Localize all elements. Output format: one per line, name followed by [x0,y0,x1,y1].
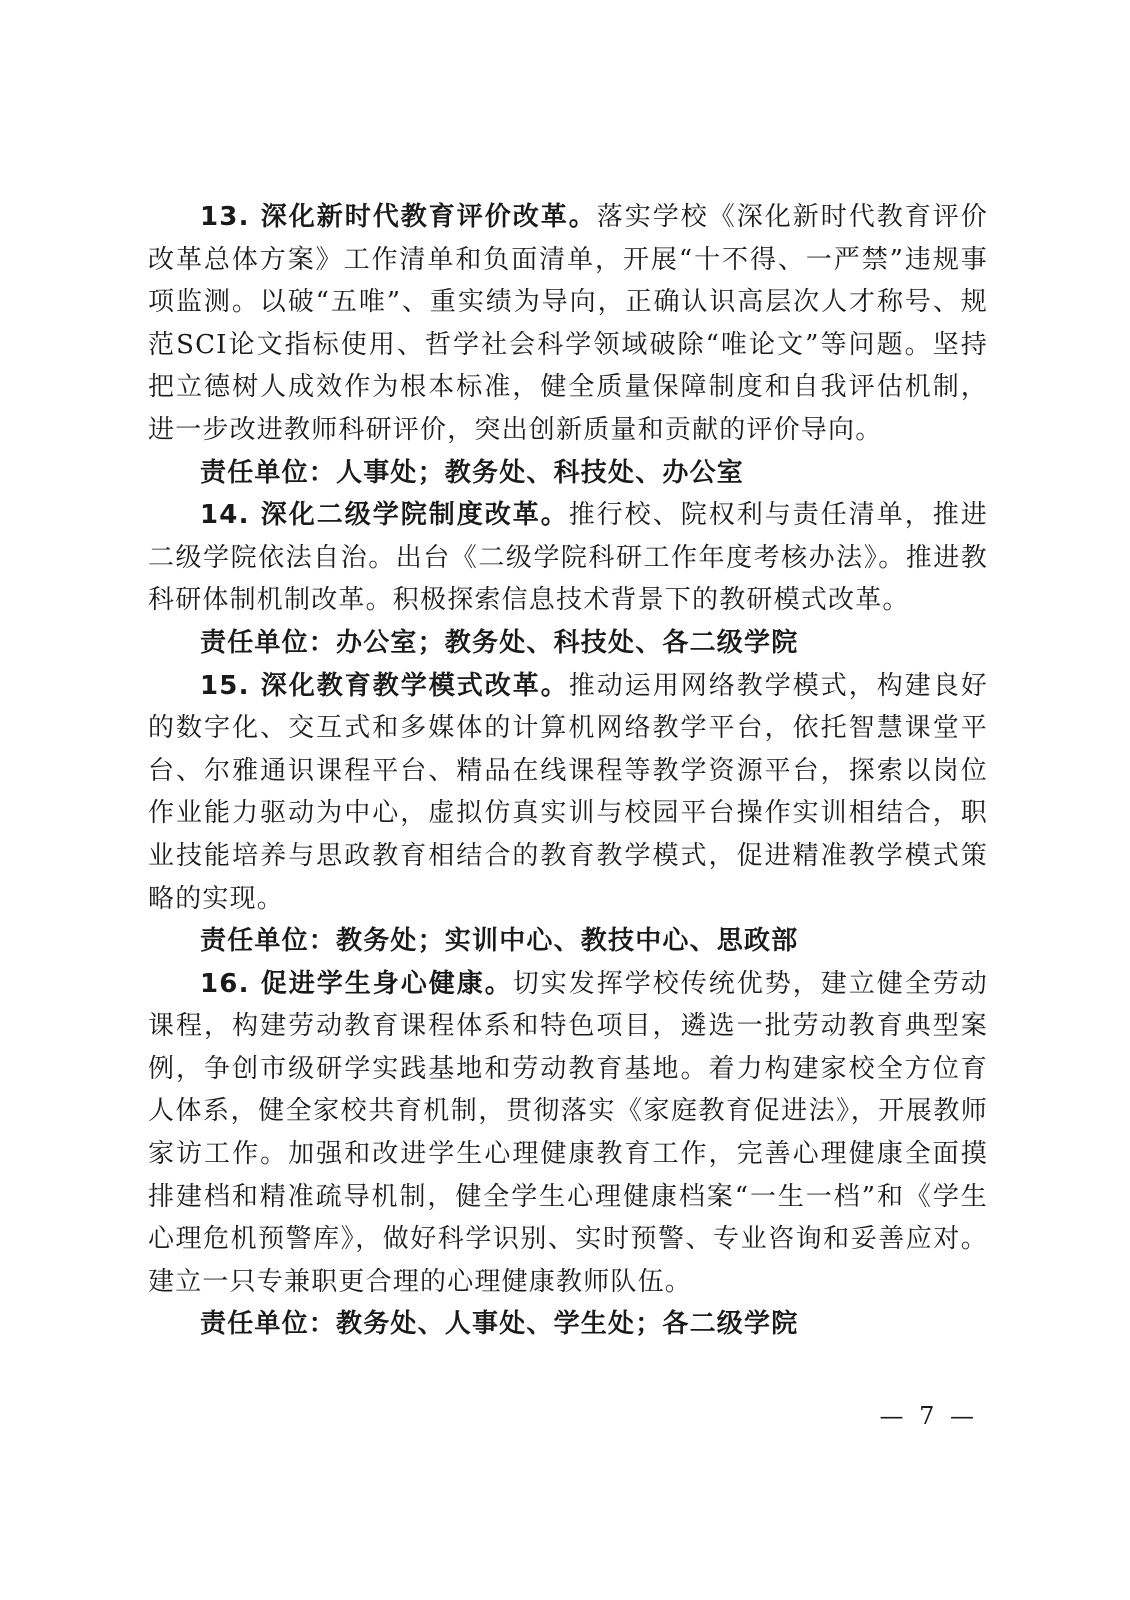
section-16-heading: 16. 促进学生身心健康。 [200,968,513,999]
section-16-paragraph [148,963,988,1304]
section-14-responsibility: 责任单位：办公室；教务处、科技处、各二级学院 [200,627,799,658]
section-13-heading: 13. 深化新时代教育评价改革。 [200,202,597,232]
section-16-responsibility: 责任单位：教务处、人事处、学生处；各二级学院 [200,1309,799,1340]
section-15-body: 推动运用网络教学模式，构建良好的数字化、交互式和多媒体的计算机网络教学平台，依托智慧课堂平台、尔雅通识课程平台、精品在线课程等教学资源平台，探索以岗位作业能力驱动为中心，虚拟仿真实训与校园平台操作实训相结合，职业技能培养与思政教育相结合的教育教学模式，促进精准教学模式策略的实现。 [148,670,988,914]
section-14-heading: 14. 深化二级学院制度改革。 [200,500,569,531]
section-14-paragraph [148,494,988,622]
section-15-paragraph [148,665,988,921]
section-15-heading: 15. 深化教育教学模式改革。 [200,670,569,701]
section-14-body: 推行校、院权利与责任清单，推进二级学院依法自治。出台《二级学院科研工作年度考核办法》。推进教科研体制机制改革。积极探索信息技术背景下的教研模式改革。 [148,500,988,616]
section-15-responsibility: 责任单位：教务处；实训中心、教技中心、思政部 [200,926,799,957]
section-13-responsibility: 责任单位：人事处；教务处、科技处、办公室 [200,457,745,488]
section-16-body: 切实发挥学校传统优势，建立健全劳动课程，构建劳动教育课程体系和特色项目，遴选一批劳动教育典型案例，争创市级研学实践基地和劳动教育基地。着力构建家校全方位育人体系，健全家校共育机制，贯彻落实《家庭教育促进法》，开展教师家访工作。加强和改进学生心理健康教育工作，完善心理健康全面摸排建档和精准疏导机制，健全学生心理健康档案“一生一档”和《学生心理危机预警库》，做好科学识别、实时预警、专业咨询和妥善应对。建立一只专兼职更合理的心理健康教师队伍。 [148,968,988,1297]
section-13-body: 落实学校《深化新时代教育评价改革总体方案》工作清单和负面清单，开展“十不得、一严禁”违规事项监测。以破“五唯”、重实绩为导向，正确认识高层次人才称号、规范SCI论文指标使用、哲学社会科学领域破除“唯论文”等问题。坚持把立德树人成效作为根本标准，健全质量保障制度和自我评估机制，进一步改进教师科研评价，突出创新质量和贡献的评价导向。 [148,202,988,445]
document-body [148,196,988,1346]
section-13-paragraph [148,196,988,452]
page-number: — 7 — [879,1402,978,1430]
